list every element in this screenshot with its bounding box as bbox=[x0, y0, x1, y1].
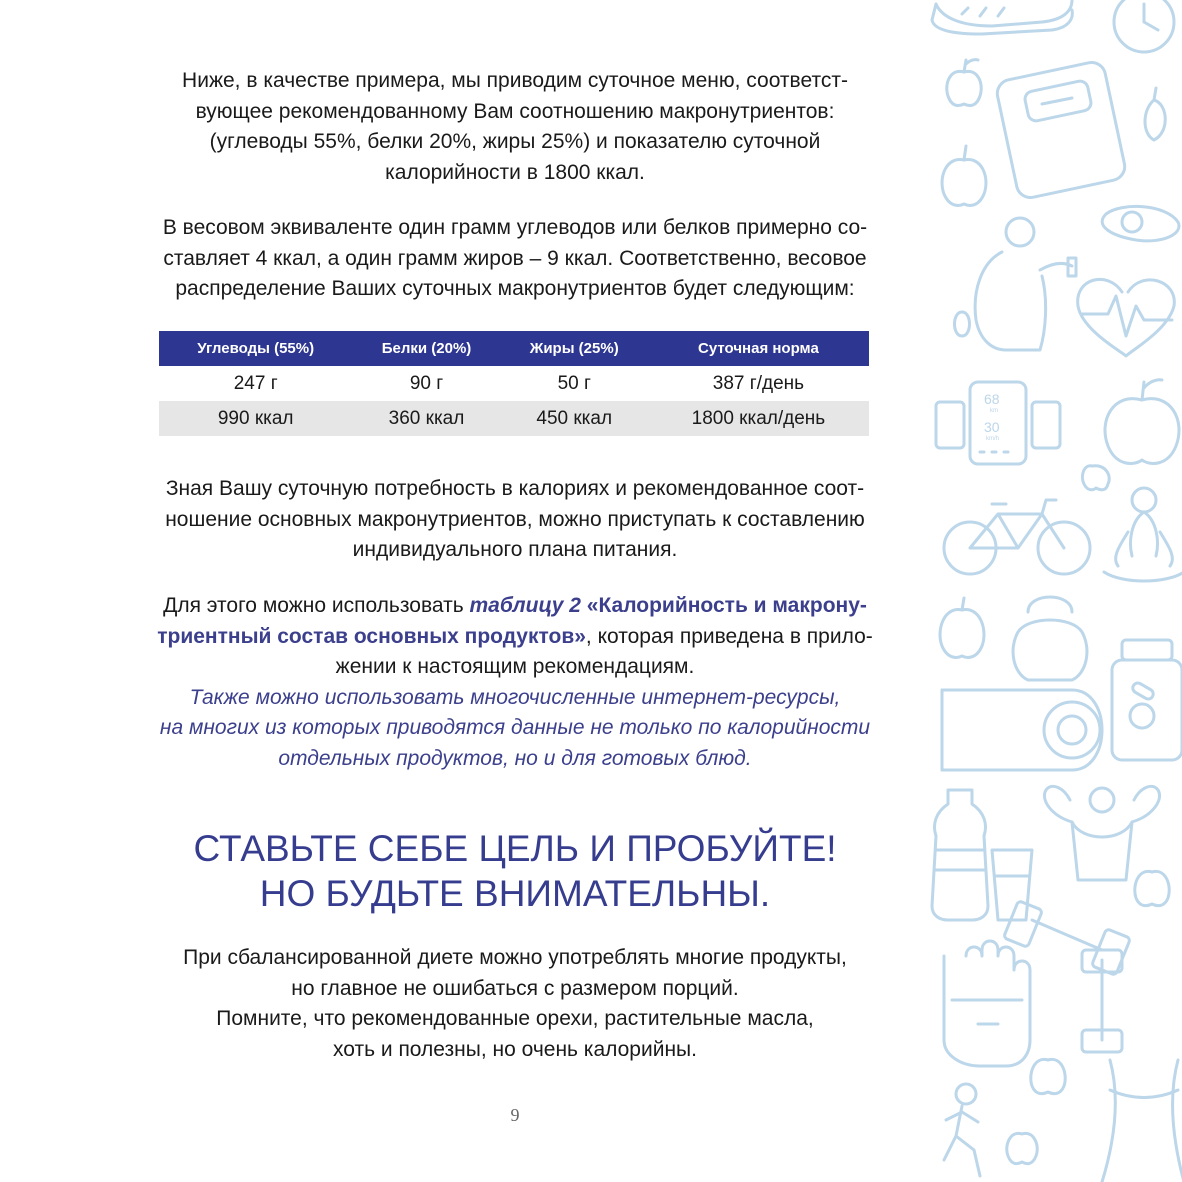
pear-icon bbox=[1145, 88, 1165, 140]
table-header-row bbox=[159, 331, 869, 366]
yoga-mat-icon bbox=[942, 690, 1102, 770]
apple-icon bbox=[942, 146, 986, 205]
table-row-kcal bbox=[159, 401, 869, 436]
monitor-bottom-unit: km/h bbox=[986, 436, 1000, 442]
page-number: 9 bbox=[510, 1105, 520, 1125]
scale-icon bbox=[995, 60, 1128, 200]
stopwatch-icon bbox=[1114, 0, 1174, 52]
equivalent-line: ставляет 4 ккал, а один грамм жиров – 9 ккал. Соответственно, весовое bbox=[163, 246, 867, 270]
intro-line: Ниже, в качестве примера, мы приводим суточное меню, соответст- bbox=[182, 69, 848, 92]
knowing-line: индивидуального плана питания. bbox=[352, 538, 678, 561]
reference-suffix: , которая приведена в прило- bbox=[585, 624, 873, 648]
reference-paragraph bbox=[110, 591, 920, 774]
table-cell: 387 г/день bbox=[712, 372, 805, 394]
headline-line-2: НО БУДЬТЕ ВНИМАТЕЛЬНЫ. bbox=[259, 873, 771, 914]
knowing-line: ношение основных макронутриентов, можно приступать к составлению bbox=[165, 507, 865, 531]
monitor-bottom-value: 30 bbox=[984, 419, 1000, 435]
closing-line: Помните, что рекомендованные орехи, растительные масла, bbox=[216, 1007, 814, 1030]
bicycle-icon bbox=[944, 500, 1090, 574]
yoga-icon bbox=[1104, 488, 1182, 581]
decorative-sidebar bbox=[922, 0, 1182, 1182]
table-cell: 50 г bbox=[557, 372, 591, 394]
goal-headline bbox=[110, 826, 920, 916]
flexing-arms-icon bbox=[1044, 786, 1159, 880]
fitness-pattern bbox=[922, 0, 1182, 1182]
reference-line bbox=[110, 591, 920, 622]
sneaker-icon bbox=[932, 0, 1072, 34]
fried-egg-icon bbox=[1102, 206, 1179, 240]
headline-line-1: СТАВЬТЕ СЕБЕ ЦЕЛЬ И ПРОБУЙТЕ! bbox=[193, 828, 837, 869]
table-title-part1: «Калорийность и макрону- bbox=[580, 594, 867, 617]
glass-icon bbox=[992, 850, 1032, 920]
fitness-monitor-icon bbox=[936, 382, 1060, 464]
reference-prefix: Для этого можно использовать bbox=[163, 594, 470, 617]
glove-icon bbox=[944, 941, 1030, 1066]
reference-line: жении к настоящим рекомендациям. bbox=[335, 655, 695, 678]
table-cell: 1800 ккал/день bbox=[648, 401, 869, 436]
header-fat: Жиры (25%) bbox=[501, 331, 648, 366]
internet-note-line: на многих из которых приводятся данные не только по калорийности bbox=[159, 716, 871, 739]
apple-icon bbox=[1007, 1133, 1037, 1163]
apple-icon bbox=[1135, 871, 1169, 905]
intro-line: вующее рекомендованному Вам соотношению макронутриентов: bbox=[195, 99, 835, 123]
dumbbell-icon bbox=[1082, 950, 1122, 1052]
knowing-paragraph bbox=[110, 474, 920, 566]
table-cell: 450 ккал bbox=[501, 401, 648, 436]
equivalent-line: В весовом эквиваленте один грамм углеводов или белков примерно со- bbox=[162, 216, 868, 239]
apple-icon bbox=[1031, 1059, 1065, 1093]
macronutrient-table bbox=[159, 331, 869, 436]
kettlebell-icon bbox=[1013, 597, 1087, 680]
bodybuilder-icon bbox=[955, 218, 1077, 350]
heart-pulse-icon bbox=[1078, 279, 1175, 356]
closing-line: хоть и полезны, но очень калорийны. bbox=[333, 1037, 697, 1061]
equivalent-line: распределение Ваших суточных макронутриентов будет следующим: bbox=[175, 277, 855, 300]
table-row-grams bbox=[159, 366, 869, 401]
internet-note-line: отдельных продуктов, но и для готовых блюд. bbox=[278, 746, 752, 770]
intro-line: (углеводы 55%, белки 20%, жиры 25%) и показателю суточной bbox=[209, 130, 821, 153]
intro-line: калорийности в 1800 ккал. bbox=[385, 160, 645, 184]
intro-paragraph bbox=[110, 66, 920, 188]
apple-icon bbox=[940, 598, 984, 657]
apple-icon bbox=[1082, 466, 1109, 490]
closing-paragraph bbox=[110, 943, 920, 1065]
table-cell: 247 г bbox=[233, 372, 278, 394]
pill-jar-icon bbox=[1112, 640, 1182, 760]
monitor-top-value: 68 bbox=[984, 391, 1000, 407]
apple-icon bbox=[1105, 380, 1179, 464]
closing-line: При сбалансированной диете можно употреблять многие продукты, bbox=[183, 946, 847, 969]
table-cell: 990 ккал bbox=[159, 401, 352, 436]
reference-line bbox=[110, 622, 920, 653]
table-reference-link: таблицу 2 bbox=[469, 594, 581, 617]
table-cell: 360 ккал bbox=[352, 401, 500, 436]
knowing-line: Зная Вашу суточную потребность в калориях и рекомендованное соот- bbox=[165, 477, 865, 500]
header-carbs: Углеводы (55%) bbox=[159, 331, 352, 366]
monitor-top-unit: km bbox=[990, 408, 998, 414]
table-cell: 90 г bbox=[409, 372, 444, 394]
header-daily-norm: Суточная норма bbox=[648, 331, 869, 366]
water-bottle-icon bbox=[932, 790, 988, 920]
equivalent-paragraph bbox=[110, 213, 920, 305]
runner-icon bbox=[944, 1084, 980, 1176]
waist-icon bbox=[1102, 1060, 1182, 1182]
internet-note-line: Также можно использовать многочисленные интернет-ресурсы, bbox=[189, 685, 841, 709]
closing-line: но главное не ошибаться с размером порций. bbox=[291, 976, 739, 1000]
apple-icon bbox=[947, 60, 981, 106]
table-title-part2: триентный состав основных продуктов» bbox=[157, 624, 586, 648]
header-protein: Белки (20%) bbox=[352, 331, 500, 366]
dumbbell-icon bbox=[1003, 901, 1130, 976]
